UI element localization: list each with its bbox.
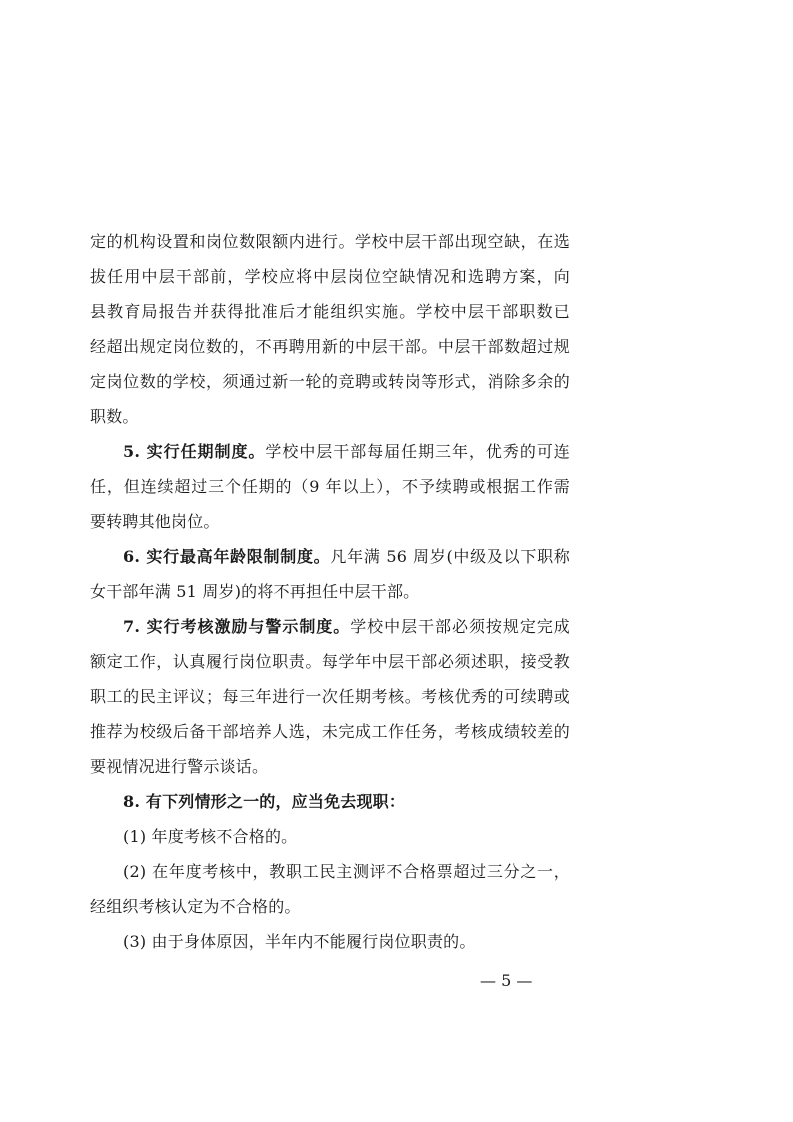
text-line: 拔任用中层干部前，学校应将中层岗位空缺情况和选聘方案，向 — [90, 267, 570, 286]
text-line: 定岗位数的学校，须通过新一轮的竞聘或转岗等形式，消除多余的 — [90, 372, 570, 391]
section-7-heading: 7. 实行考核激励与警示制度。 — [123, 617, 351, 636]
text-line: 经组织考核认定为不合格的。 — [90, 897, 301, 916]
text-line: 县教育局报告并获得批准后才能组织实施。学校中层干部职数已 — [90, 302, 570, 321]
page-number: — 5 — — [480, 971, 533, 990]
section-6-heading: 6. 实行最高年龄限制制度。 — [123, 547, 331, 566]
section-5-first-line — [123, 441, 570, 463]
list-item: (1) 年度考核不合格的。 — [123, 827, 298, 846]
section-6-text: 凡年满 56 周岁(中级及以下职称 — [330, 547, 570, 566]
list-item: (2) 在年度考核中，教职工民主测评不合格票超过三分之一， — [123, 862, 570, 881]
text-line: 要视情况进行警示谈话。 — [90, 757, 269, 776]
section-7-text: 学校中层干部必须按规定完成 — [350, 617, 570, 636]
section-7-first-line — [123, 616, 570, 638]
text-line: 女干部年满 51 周岁)的将不再担任中层干部。 — [90, 582, 420, 601]
text-line: 要转聘其他岗位。 — [90, 512, 220, 531]
list-item: (3) 由于身体原因，半年内不能履行岗位职责的。 — [123, 932, 476, 951]
text-line: 经超出规定岗位数的，不再聘用新的中层干部。中层干部数超过规 — [90, 337, 570, 356]
section-8-heading: 8. 有下列情形之一的，应当免去现职： — [123, 792, 406, 811]
section-5-heading: 5. 实行任期制度。 — [123, 442, 266, 461]
text-line: 职数。 — [90, 407, 139, 426]
section-5-text: 学校中层干部每届任期三年，优秀的可连 — [265, 442, 570, 461]
text-line: 推荐为校级后备干部培养人选，未完成工作任务，考核成绩较差的 — [90, 722, 570, 741]
text-line: 额定工作，认真履行岗位职责。每学年中层干部必须述职，接受教 — [90, 652, 570, 671]
text-line: 职工的民主评议；每三年进行一次任期考核。考核优秀的可续聘或 — [90, 687, 570, 706]
text-line: 定的机构设置和岗位数限额内进行。学校中层干部出现空缺，在选 — [90, 232, 570, 251]
text-line: 任，但连续超过三个任期的（9 年以上），不予续聘或根据工作需 — [90, 477, 570, 496]
section-6-first-line — [123, 546, 570, 568]
